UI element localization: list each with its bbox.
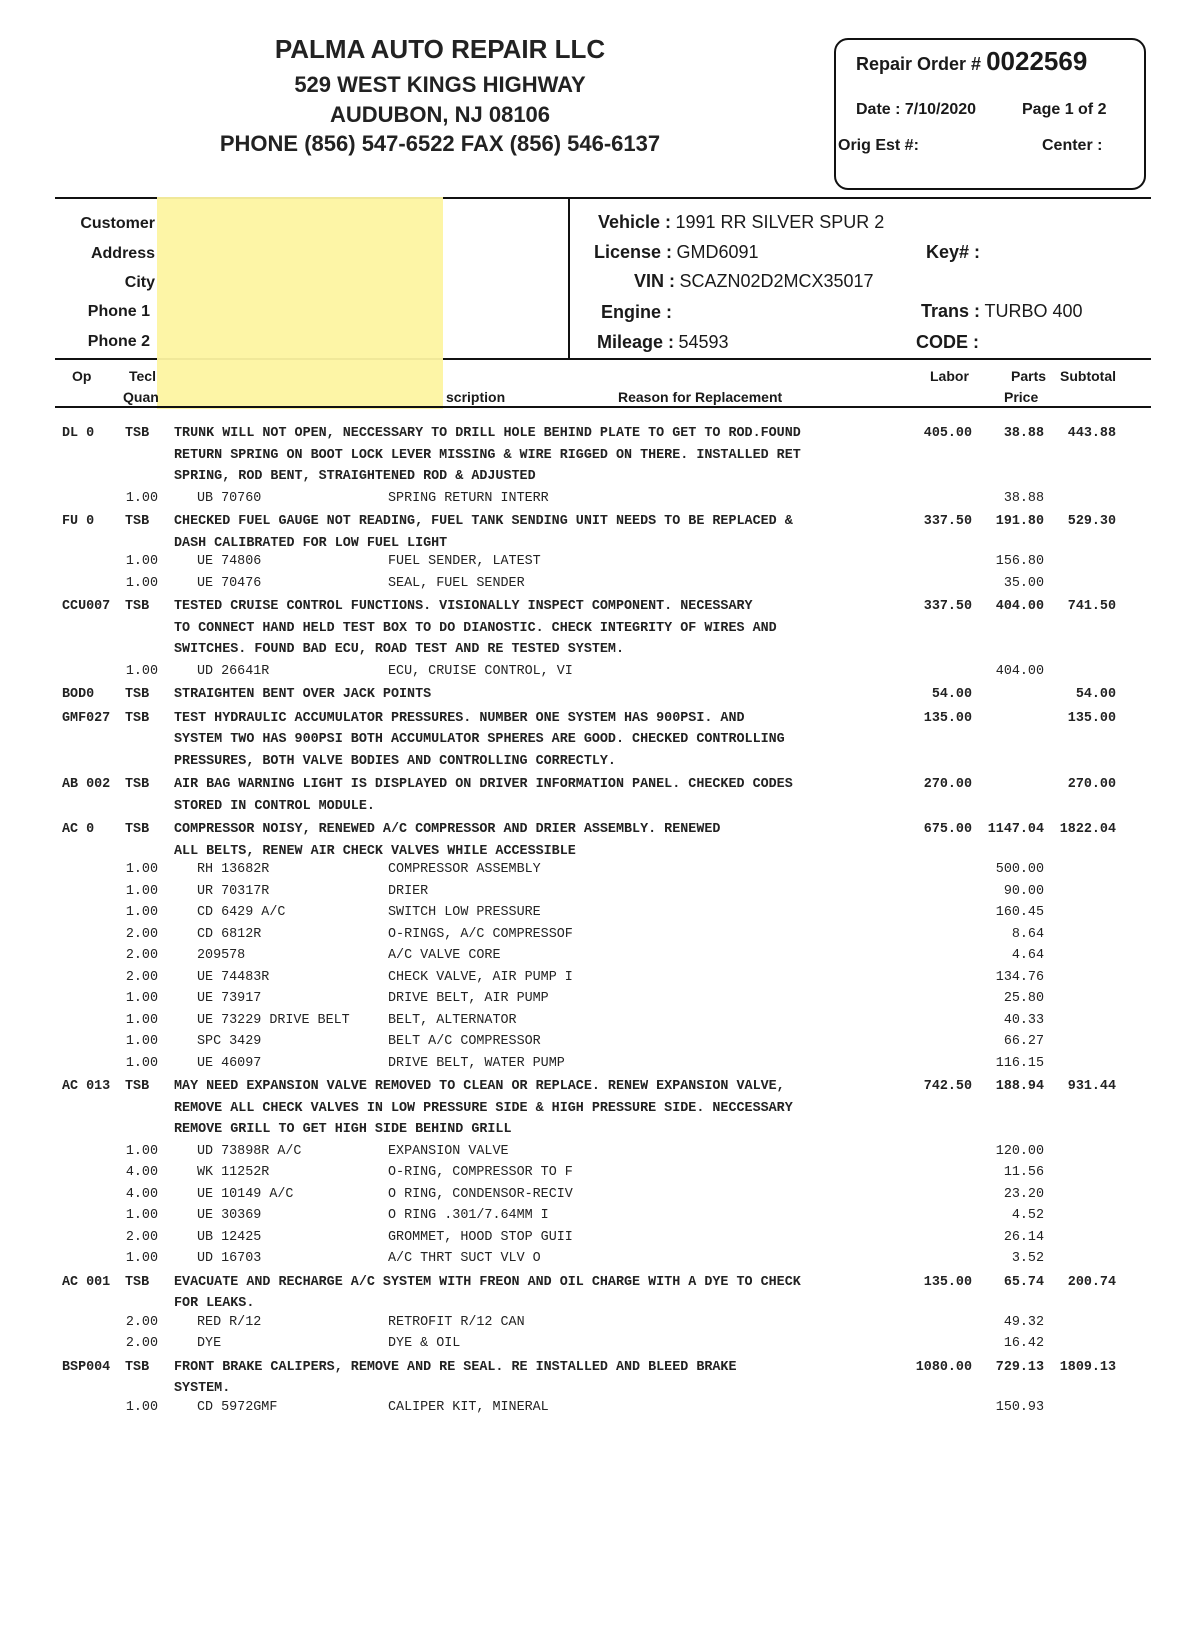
job-description-line: SYSTEM. xyxy=(174,1381,231,1396)
job-subtotal: 741.50 xyxy=(1067,599,1116,614)
job-op-code: BOD0 xyxy=(62,687,95,702)
job-parts-price: 188.94 xyxy=(995,1079,1044,1094)
vehicle-row xyxy=(598,212,884,233)
item-description: O RING .301/7.64MM I xyxy=(388,1208,549,1223)
item-price: 116.15 xyxy=(995,1055,1044,1071)
item-price: 160.45 xyxy=(995,905,1044,920)
job-labor: 54.00 xyxy=(931,687,972,702)
phone2-label: Phone 2 xyxy=(87,333,150,350)
page-indicator: Page 1 of 2 xyxy=(1022,101,1107,118)
item-part-number: UD 73898R A/C xyxy=(197,1143,302,1159)
item-price: 38.88 xyxy=(1003,490,1044,506)
shop-street: 529 WEST KINGS HIGHWAY xyxy=(294,72,586,97)
job-type: TSB xyxy=(125,710,150,726)
item-part-number: UE 74806 xyxy=(197,554,262,569)
job-labor: 135.00 xyxy=(923,1274,972,1290)
item-quantity: 1.00 xyxy=(125,883,158,899)
job-subtotal: 54.00 xyxy=(1075,687,1116,702)
job-type: TSB xyxy=(125,1274,150,1290)
job-labor: 675.00 xyxy=(923,822,972,837)
center-label: Center : xyxy=(1042,137,1103,154)
item-price: 4.52 xyxy=(1011,1208,1044,1223)
item-description: BELT A/C COMPRESSOR xyxy=(388,1034,541,1049)
item-part-number: UE 73229 DRIVE BELT xyxy=(197,1012,350,1028)
col-quan: Quan xyxy=(123,389,159,405)
item-price: 156.80 xyxy=(995,554,1044,569)
item-price: 500.00 xyxy=(995,862,1044,877)
job-description-line: SPRING, ROD BENT, STRAIGHTENED ROD & ADJUSTED xyxy=(174,469,536,484)
vin-label: VIN : xyxy=(634,271,676,291)
trans-row xyxy=(921,301,1083,322)
job-labor: 270.00 xyxy=(923,777,972,792)
job-subtotal: 200.74 xyxy=(1067,1274,1116,1290)
job-description-line: SWITCHES. FOUND BAD ECU, ROAD TEST AND RE TESTED SYSTEM. xyxy=(174,642,624,657)
item-part-number: 209578 xyxy=(197,948,246,963)
col-tech: Tecl xyxy=(129,368,156,384)
item-price: 66.27 xyxy=(1003,1034,1044,1049)
item-part-number: UB 70760 xyxy=(197,490,262,506)
repair-order-label: Repair Order # xyxy=(856,54,982,74)
job-subtotal: 529.30 xyxy=(1067,514,1116,529)
item-description: DRIVE BELT, WATER PUMP xyxy=(388,1055,565,1071)
address-label: Address xyxy=(90,245,155,262)
shop-name: PALMA AUTO REPAIR LLC xyxy=(274,34,606,64)
item-quantity: 4.00 xyxy=(125,1165,158,1180)
mileage-row xyxy=(597,332,729,353)
job-labor: 337.50 xyxy=(923,514,972,529)
customer-label: Customer xyxy=(80,215,155,232)
job-subtotal: 1809.13 xyxy=(1059,1359,1116,1375)
item-quantity: 2.00 xyxy=(125,948,158,963)
shop-city: AUDUBON, NJ 08106 xyxy=(329,102,551,127)
job-op-code: AC 013 xyxy=(62,1079,111,1094)
item-description: O-RING, COMPRESSOR TO F xyxy=(388,1165,573,1180)
item-quantity: 1.00 xyxy=(125,554,158,569)
job-labor: 405.00 xyxy=(923,426,972,441)
repair-order-date: Date : 7/10/2020 xyxy=(856,101,977,118)
job-labor: 135.00 xyxy=(923,710,972,726)
item-quantity: 1.00 xyxy=(125,991,158,1006)
job-parts-price: 404.00 xyxy=(995,599,1044,614)
job-type: TSB xyxy=(125,1079,150,1094)
city-label: City xyxy=(124,274,155,291)
item-part-number: WK 11252R xyxy=(197,1165,270,1180)
job-description-line: RETURN SPRING ON BOOT LOCK LEVER MISSING & WIRE RIGGED ON THERE. INSTALLED RET xyxy=(174,447,801,463)
col-reason: Reason for Replacement xyxy=(618,389,783,405)
item-description: CALIPER KIT, MINERAL xyxy=(388,1399,549,1415)
header-rule xyxy=(55,406,1151,408)
job-description-line: FRONT BRAKE CALIPERS, REMOVE AND RE SEAL. RE INSTALLED AND BLEED BRAKE xyxy=(174,1359,737,1375)
job-description-line: STRAIGHTEN BENT OVER JACK POINTS xyxy=(174,687,432,702)
item-quantity: 1.00 xyxy=(125,1143,158,1159)
item-description: O RING, CONDENSOR-RECIV xyxy=(388,1186,573,1202)
item-description: CHECK VALVE, AIR PUMP I xyxy=(388,969,573,985)
job-parts-price: 65.74 xyxy=(1003,1274,1044,1290)
col-labor: Labor xyxy=(930,368,969,384)
col-price: Price xyxy=(1004,389,1039,405)
item-price: 49.32 xyxy=(1003,1314,1044,1330)
job-op-code: AB 002 xyxy=(62,777,111,792)
job-parts-price: 1147.04 xyxy=(987,822,1044,837)
job-description-line: SYSTEM TWO HAS 900PSI BOTH ACCUMULATOR SPHERES ARE GOOD. CHECKED CONTROLLING xyxy=(174,732,785,747)
mileage-value: 54593 xyxy=(678,332,729,352)
item-price: 26.14 xyxy=(1003,1229,1044,1245)
vin-row xyxy=(634,271,874,292)
item-price: 404.00 xyxy=(995,663,1044,679)
license-value: GMD6091 xyxy=(676,242,759,262)
job-description-line: TO CONNECT HAND HELD TEST BOX TO DO DIANOSTIC. CHECK INTEGRITY OF WIRES AND xyxy=(174,620,777,636)
item-description: O-RINGS, A/C COMPRESSOF xyxy=(388,926,573,942)
item-part-number: UE 70476 xyxy=(197,575,262,591)
repair-order-number: 0022569 xyxy=(986,46,1088,76)
job-description-line: AIR BAG WARNING LIGHT IS DISPLAYED ON DRIVER INFORMATION PANEL. CHECKED CODES xyxy=(174,777,793,792)
item-description: SEAL, FUEL SENDER xyxy=(388,575,525,591)
job-type: TSB xyxy=(125,426,150,441)
job-op-code: FU 0 xyxy=(62,514,95,529)
job-op-code: BSP004 xyxy=(62,1359,111,1375)
job-subtotal: 1822.04 xyxy=(1059,822,1116,837)
item-part-number: UE 30369 xyxy=(197,1208,262,1223)
item-quantity: 1.00 xyxy=(125,490,158,506)
item-description: A/C VALVE CORE xyxy=(388,948,501,963)
item-part-number: RH 13682R xyxy=(197,862,270,877)
item-price: 120.00 xyxy=(995,1143,1044,1159)
item-description: DYE & OIL xyxy=(388,1336,461,1351)
info-divider xyxy=(568,197,570,359)
item-price: 35.00 xyxy=(1003,575,1044,591)
job-description-line: TESTED CRUISE CONTROL FUNCTIONS. VISIONALLY INSPECT COMPONENT. NECESSARY xyxy=(174,599,753,614)
item-price: 90.00 xyxy=(1003,883,1044,899)
item-price: 23.20 xyxy=(1003,1186,1044,1202)
item-price: 4.64 xyxy=(1011,948,1044,963)
item-description: ECU, CRUISE CONTROL, VI xyxy=(388,663,573,679)
item-description: COMPRESSOR ASSEMBLY xyxy=(388,862,541,877)
item-quantity: 4.00 xyxy=(125,1186,158,1202)
key-label: Key# : xyxy=(926,242,981,262)
item-quantity: 1.00 xyxy=(125,1251,158,1266)
item-quantity: 2.00 xyxy=(125,1229,158,1245)
item-price: 11.56 xyxy=(1003,1165,1044,1180)
job-description-line: TRUNK WILL NOT OPEN, NECCESSARY TO DRILL HOLE BEHIND PLATE TO GET TO ROD.FOUND xyxy=(174,426,801,441)
job-description-line: STORED IN CONTROL MODULE. xyxy=(174,798,375,814)
phone1-label: Phone 1 xyxy=(87,303,150,320)
item-part-number: UD 26641R xyxy=(197,663,270,679)
job-subtotal: 443.88 xyxy=(1067,426,1116,441)
item-part-number: UE 74483R xyxy=(197,969,270,985)
job-labor: 1080.00 xyxy=(915,1359,972,1375)
job-description-line: ALL BELTS, RENEW AIR CHECK VALVES WHILE ACCESSIBLE xyxy=(174,843,576,859)
redaction-highlight xyxy=(157,197,443,409)
repair-order-title xyxy=(856,46,1087,77)
job-subtotal: 270.00 xyxy=(1067,777,1116,792)
job-description-line: FOR LEAKS. xyxy=(174,1296,255,1311)
job-type: TSB xyxy=(125,687,150,702)
job-description-line: REMOVE ALL CHECK VALVES IN LOW PRESSURE SIDE & HIGH PRESSURE SIDE. NECCESSARY xyxy=(174,1100,793,1116)
job-description-line: TEST HYDRAULIC ACCUMULATOR PRESSURES. NUMBER ONE SYSTEM HAS 900PSI. AND xyxy=(174,710,745,726)
job-op-code: GMF027 xyxy=(62,710,111,726)
item-part-number: CD 5972GMF xyxy=(197,1399,278,1415)
item-part-number: CD 6812R xyxy=(197,926,262,942)
item-part-number: UE 73917 xyxy=(197,991,262,1006)
license-row xyxy=(594,242,759,263)
col-description: scription xyxy=(446,389,506,405)
item-description: GROMMET, HOOD STOP GUII xyxy=(388,1229,573,1245)
job-type: TSB xyxy=(125,599,150,614)
item-quantity: 1.00 xyxy=(125,663,158,679)
job-op-code: AC 0 xyxy=(62,822,95,837)
item-part-number: RED R/12 xyxy=(197,1314,262,1330)
orig-est-label: Orig Est #: xyxy=(838,137,919,154)
item-description: EXPANSION VALVE xyxy=(388,1143,509,1159)
item-part-number: UR 70317R xyxy=(197,883,270,899)
job-op-code: AC 001 xyxy=(62,1274,111,1290)
license-label: License : xyxy=(594,242,673,262)
item-description: BELT, ALTERNATOR xyxy=(388,1012,517,1028)
item-quantity: 1.00 xyxy=(125,1055,158,1071)
job-parts-price: 191.80 xyxy=(995,514,1044,529)
item-price: 150.93 xyxy=(995,1399,1044,1415)
item-part-number: SPC 3429 xyxy=(197,1034,262,1049)
item-description: RETROFIT R/12 CAN xyxy=(388,1314,525,1330)
code-label: CODE : xyxy=(916,332,979,352)
job-description-line: MAY NEED EXPANSION VALVE REMOVED TO CLEAN OR REPLACE. RENEW EXPANSION VALVE, xyxy=(174,1079,785,1094)
job-labor: 337.50 xyxy=(923,599,972,614)
item-description: SPRING RETURN INTERR xyxy=(388,490,549,506)
job-description-line: EVACUATE AND RECHARGE A/C SYSTEM WITH FREON AND OIL CHARGE WITH A DYE TO CHECK xyxy=(174,1274,801,1290)
vehicle-label: Vehicle : xyxy=(598,212,672,232)
item-quantity: 1.00 xyxy=(125,575,158,591)
job-type: TSB xyxy=(125,1359,150,1375)
item-quantity: 1.00 xyxy=(125,1399,158,1415)
item-quantity: 2.00 xyxy=(125,1314,158,1330)
mileage-label: Mileage : xyxy=(597,332,675,352)
item-part-number: UB 12425 xyxy=(197,1229,262,1245)
item-part-number: UD 16703 xyxy=(197,1251,262,1266)
item-description: DRIER xyxy=(388,883,429,899)
job-op-code: CCU007 xyxy=(62,599,111,614)
item-price: 8.64 xyxy=(1011,926,1044,942)
job-subtotal: 931.44 xyxy=(1067,1079,1116,1094)
trans-label: Trans : xyxy=(921,301,981,321)
item-part-number: DYE xyxy=(197,1336,222,1351)
item-price: 3.52 xyxy=(1011,1251,1044,1266)
job-parts-price: 38.88 xyxy=(1003,426,1044,441)
item-quantity: 1.00 xyxy=(125,1208,158,1223)
engine-label: Engine : xyxy=(601,302,672,322)
item-part-number: CD 6429 A/C xyxy=(197,905,286,920)
job-description-line: DASH CALIBRATED FOR LOW FUEL LIGHT xyxy=(174,535,448,551)
job-parts-price: 729.13 xyxy=(995,1359,1044,1375)
item-quantity: 2.00 xyxy=(125,926,158,942)
item-quantity: 1.00 xyxy=(125,1012,158,1028)
item-quantity: 1.00 xyxy=(125,905,158,920)
item-quantity: 1.00 xyxy=(125,862,158,877)
job-type: TSB xyxy=(125,822,150,837)
item-description: A/C THRT SUCT VLV O xyxy=(388,1251,541,1266)
item-description: SWITCH LOW PRESSURE xyxy=(388,905,541,920)
col-op: Op xyxy=(72,368,92,384)
job-description-line: PRESSURES, BOTH VALVE BODIES AND CONTROLLING CORRECTLY. xyxy=(174,753,616,769)
col-parts: Parts xyxy=(1011,368,1047,384)
job-description-line: REMOVE GRILL TO GET HIGH SIDE BEHIND GRILL xyxy=(174,1122,512,1137)
item-description: DRIVE BELT, AIR PUMP xyxy=(388,991,549,1006)
vehicle-value: 1991 RR SILVER SPUR 2 xyxy=(675,212,885,232)
item-quantity: 1.00 xyxy=(125,1034,158,1049)
item-price: 16.42 xyxy=(1003,1336,1044,1351)
item-quantity: 2.00 xyxy=(125,969,158,985)
shop-phone: PHONE (856) 547-6522 FAX (856) 546-6137 xyxy=(219,131,661,156)
job-op-code: DL 0 xyxy=(62,426,95,441)
item-quantity: 2.00 xyxy=(125,1336,158,1351)
item-price: 134.76 xyxy=(995,969,1044,985)
item-part-number: UE 46097 xyxy=(197,1055,262,1071)
item-price: 40.33 xyxy=(1003,1012,1044,1028)
vin-value: SCAZN02D2MCX35017 xyxy=(679,271,874,291)
job-description-line: COMPRESSOR NOISY, RENEWED A/C COMPRESSOR AND DRIER ASSEMBLY. RENEWED xyxy=(174,822,721,837)
job-description-line: CHECKED FUEL GAUGE NOT READING, FUEL TANK SENDING UNIT NEEDS TO BE REPLACED & xyxy=(174,514,793,529)
job-type: TSB xyxy=(125,514,150,529)
item-price: 25.80 xyxy=(1003,991,1044,1006)
job-labor: 742.50 xyxy=(923,1079,972,1094)
job-subtotal: 135.00 xyxy=(1067,710,1116,726)
item-description: FUEL SENDER, LATEST xyxy=(388,554,541,569)
item-part-number: UE 10149 A/C xyxy=(197,1186,294,1202)
trans-value: TURBO 400 xyxy=(984,301,1083,321)
job-type: TSB xyxy=(125,777,150,792)
col-subtotal: Subtotal xyxy=(1060,368,1116,384)
